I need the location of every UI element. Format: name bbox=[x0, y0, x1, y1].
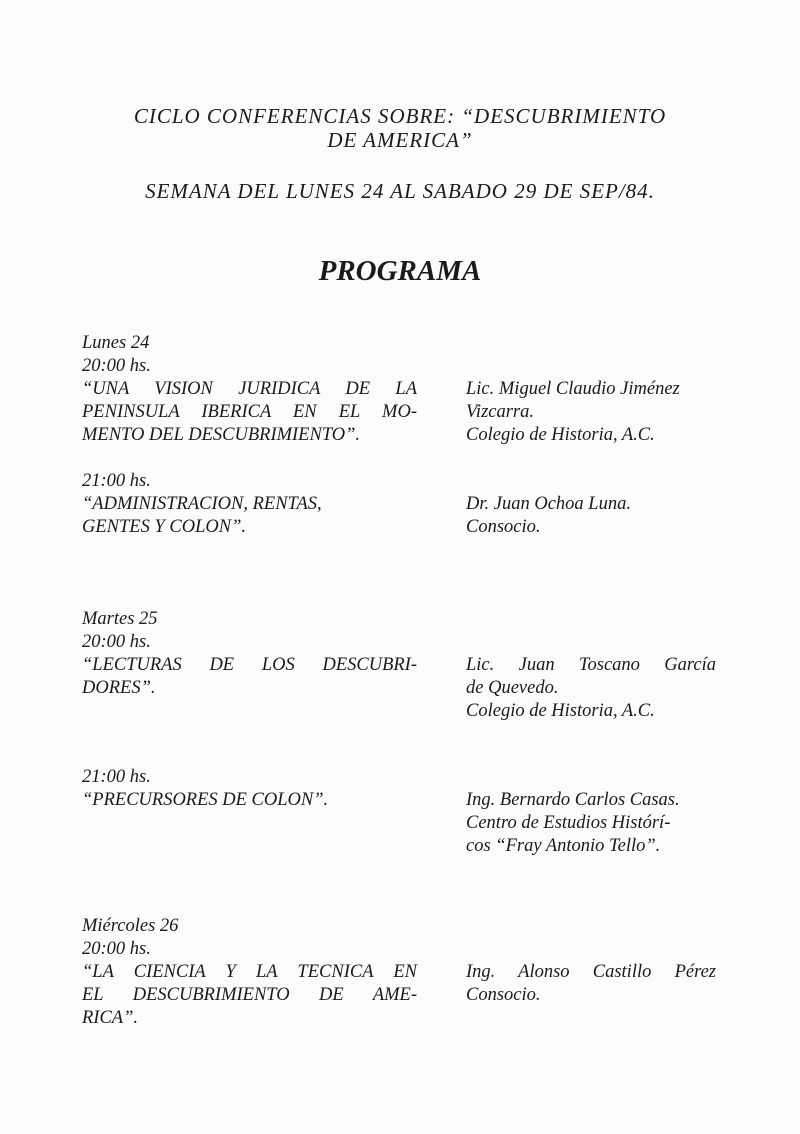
speaker-line: Ing. Alonso Castillo Pérez bbox=[466, 962, 716, 982]
title-line: MENTO DEL DESCUBRIMIENTO”. bbox=[82, 425, 361, 445]
title-line: “UNA VISION JURIDICA DE LA bbox=[82, 379, 417, 399]
time: 20:00 hs. bbox=[82, 632, 151, 652]
day: Lunes 24 bbox=[82, 333, 150, 353]
session-3-left bbox=[82, 608, 417, 700]
speaker-line: Vizcarra. bbox=[466, 402, 535, 422]
speaker-line: Centro de Estudios Histórí- bbox=[466, 813, 671, 833]
time: 20:00 hs. bbox=[82, 356, 151, 376]
session-1-speaker bbox=[466, 378, 716, 447]
program-title: PROGRAMA bbox=[318, 255, 482, 287]
speaker-line: cos “Fray Antonio Tello”. bbox=[466, 836, 661, 856]
time: 21:00 hs. bbox=[82, 767, 151, 787]
speaker-line: Colegio de Historia, A.C. bbox=[466, 701, 655, 721]
session-2-speaker bbox=[466, 493, 716, 539]
time: 21:00 hs. bbox=[82, 471, 151, 491]
time: 20:00 hs. bbox=[82, 939, 151, 959]
day: Martes 25 bbox=[82, 609, 158, 629]
session-3-speaker bbox=[466, 654, 716, 723]
session-4-speaker bbox=[466, 789, 716, 858]
speaker-line: Lic. Juan Toscano García bbox=[466, 655, 716, 675]
header-line-1: CICLO CONFERENCIAS SOBRE: “DESCUBRIMIENTO bbox=[133, 104, 667, 128]
speaker-line: Colegio de Historia, A.C. bbox=[466, 425, 655, 445]
header-line-2: DE AMERICA” bbox=[327, 128, 473, 152]
title-line: RICA”. bbox=[82, 1008, 139, 1028]
title-line: “PRECURSORES DE COLON”. bbox=[82, 790, 329, 810]
session-4-left bbox=[82, 766, 417, 812]
speaker-line: Consocio. bbox=[466, 985, 541, 1005]
session-5-left bbox=[82, 915, 417, 1030]
title-line: PENINSULA IBERICA EN EL MO- bbox=[82, 402, 417, 422]
title-line: GENTES Y COLON”. bbox=[82, 517, 246, 537]
speaker-line: Consocio. bbox=[466, 517, 541, 537]
speaker-line: de Quevedo. bbox=[466, 678, 559, 698]
speaker-line: Lic. Miguel Claudio Jiménez bbox=[466, 379, 680, 399]
title-line: DORES”. bbox=[82, 678, 156, 698]
title-line: “ADMINISTRACION, RENTAS, bbox=[82, 494, 322, 514]
week-line: SEMANA DEL LUNES 24 AL SABADO 29 DE SEP/84. bbox=[145, 179, 655, 203]
session-2-left bbox=[82, 470, 417, 539]
session-1-left bbox=[82, 332, 417, 447]
title-line: “LECTURAS DE LOS DESCUBRI- bbox=[82, 655, 417, 675]
title-line: “LA CIENCIA Y LA TECNICA EN bbox=[82, 962, 417, 982]
speaker-line: Dr. Juan Ochoa Luna. bbox=[466, 494, 631, 514]
day: Miércoles 26 bbox=[82, 916, 179, 936]
session-5-speaker bbox=[466, 961, 716, 1007]
title-line: EL DESCUBRIMIENTO DE AME- bbox=[82, 985, 417, 1005]
speaker-line: Ing. Bernardo Carlos Casas. bbox=[466, 790, 680, 810]
